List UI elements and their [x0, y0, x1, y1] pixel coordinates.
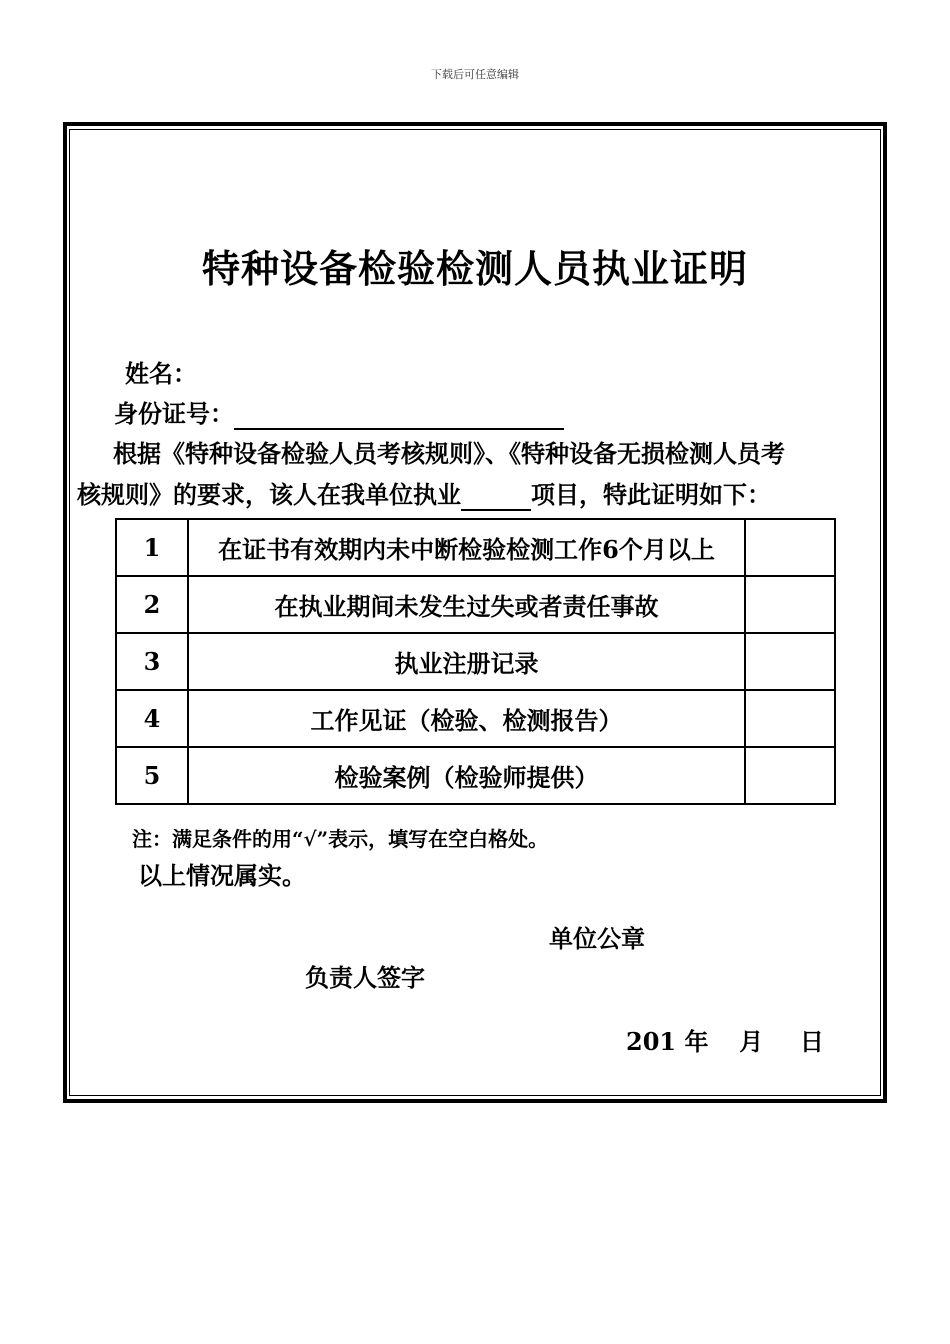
row-requirement: 检验案例（检验师提供） — [188, 747, 745, 804]
requirements-table — [115, 518, 836, 805]
date-day: 日 — [799, 1027, 824, 1056]
table-row — [116, 633, 835, 690]
table-row — [116, 690, 835, 747]
row-number: 3 — [116, 633, 188, 690]
row-requirement: 工作见证（检验、检测报告） — [188, 690, 745, 747]
id-number-row — [114, 394, 564, 430]
date-year: 年 — [684, 1027, 709, 1056]
name-label: 姓名： — [125, 359, 197, 388]
seal-label: 单位公章 — [549, 924, 645, 953]
paragraph-line-2-end: 项目，特此证明如下： — [531, 480, 771, 509]
project-blank — [461, 480, 531, 511]
row-number: 4 — [116, 690, 188, 747]
document-title: 特种设备检验检测人员执业证明 — [201, 247, 748, 291]
row-requirement: 在证书有效期内未中断检验检测工作6个月以上 — [188, 519, 745, 576]
paragraph-line-2-start: 核规则》的要求，该人在我单位执业 — [77, 480, 461, 509]
check-cell[interactable] — [745, 690, 835, 747]
table-note: 注：满足条件的用“√”表示，填写在空白格处。 — [132, 827, 549, 851]
check-cell[interactable] — [745, 576, 835, 633]
table-row — [116, 576, 835, 633]
date-line — [626, 1022, 824, 1057]
signature-label: 负责人签字 — [305, 963, 425, 992]
row-number: 2 — [116, 576, 188, 633]
row-requirement: 执业注册记录 — [188, 633, 745, 690]
paragraph-line-1: 根据《特种设备检验人员考核规则》、《特种设备无损检测人员考 — [113, 439, 785, 468]
table-row — [116, 519, 835, 576]
paragraph-line-2 — [77, 475, 771, 511]
id-number-label: 身份证号： — [114, 399, 234, 428]
check-cell[interactable] — [745, 747, 835, 804]
header-note: 下载后可任意编辑 — [431, 68, 519, 81]
check-cell[interactable] — [745, 519, 835, 576]
row-number: 1 — [116, 519, 188, 576]
row-number: 5 — [116, 747, 188, 804]
date-year-prefix: 201 — [626, 1027, 677, 1056]
check-cell[interactable] — [745, 633, 835, 690]
statement: 以上情况属实。 — [138, 861, 306, 890]
table-row — [116, 747, 835, 804]
date-month: 月 — [739, 1027, 764, 1056]
row-requirement: 在执业期间未发生过失或者责任事故 — [188, 576, 745, 633]
id-number-blank — [234, 399, 564, 430]
